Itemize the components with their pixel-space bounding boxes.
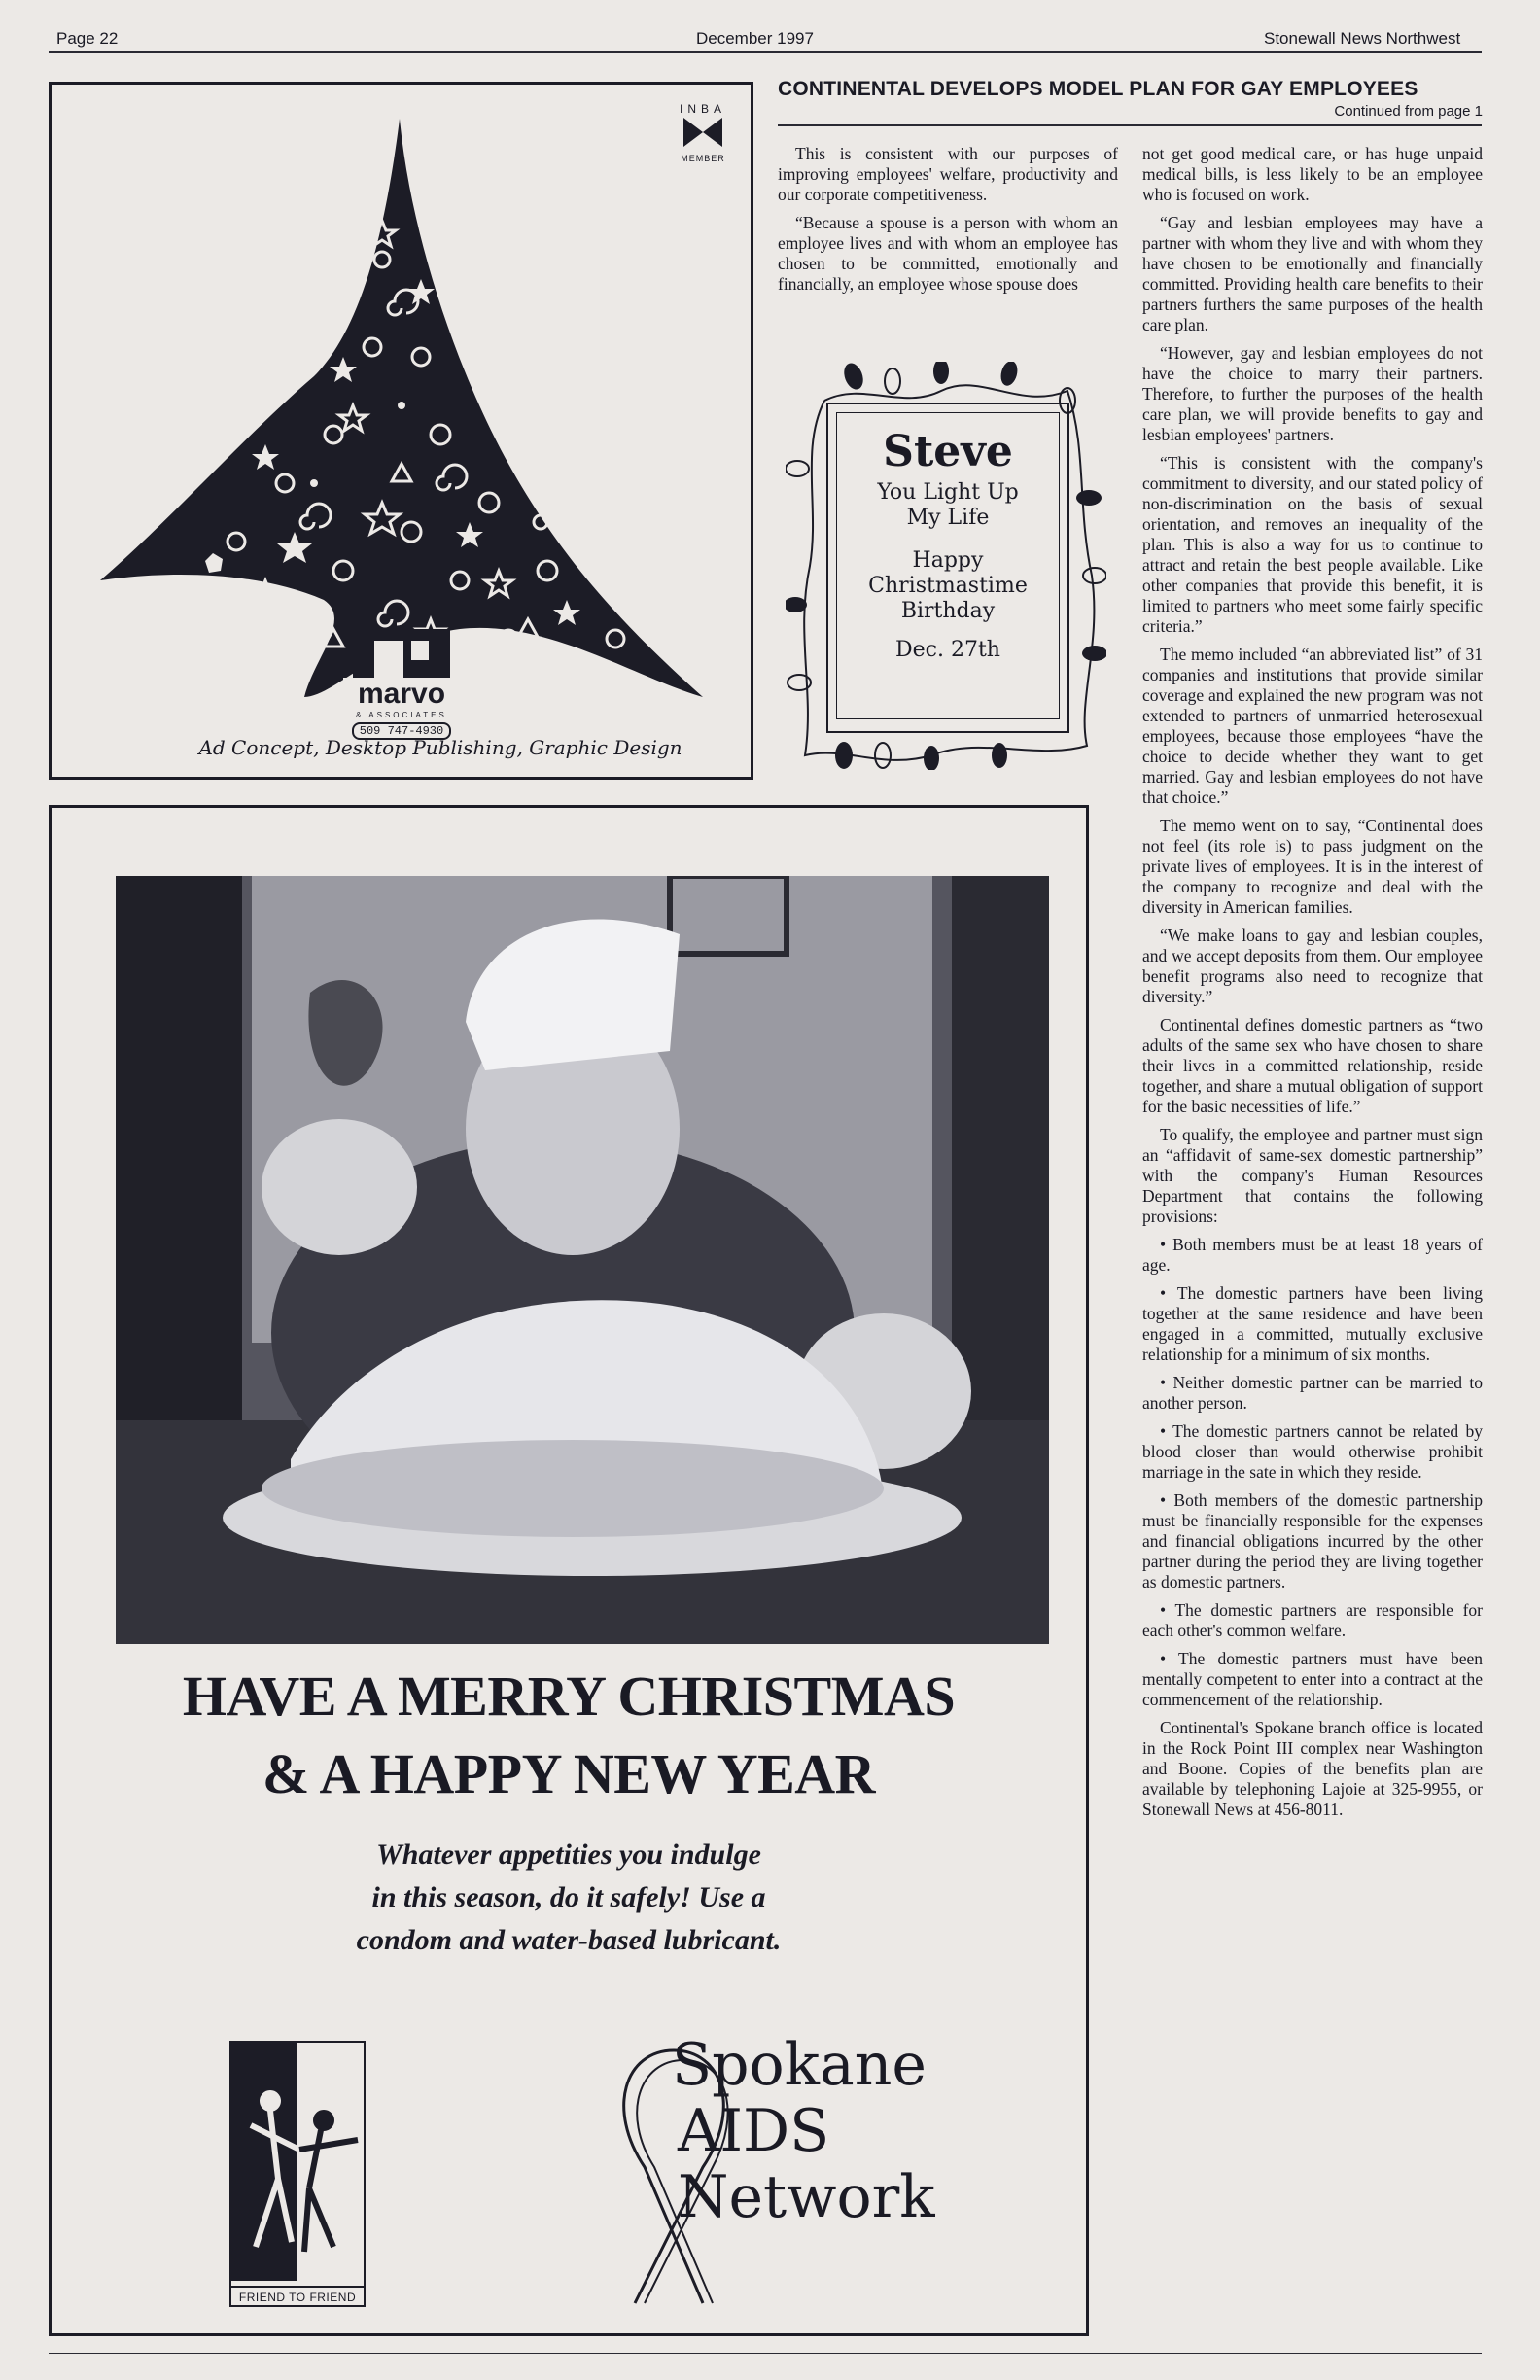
chef-photo [116,876,1049,1644]
dancing-figures-icon [231,2043,364,2281]
marvo-logo: marvo & ASSOCIATES 509 747-4930 [343,629,460,739]
article-headline: CONTINENTAL DEVELOPS MODEL PLAN FOR GAY EMPLOYEES [778,78,1418,100]
page-number: Page 22 [56,29,119,48]
article-column-2: not get good medical care, or has huge unpaid medical bills, is less likely to be an employee who is focused on work. “Gay and lesbian employees may have a partner with whom they live and with whom they have chosen to be emotionally and financially committed. Providing health care benefits to their partners furthers the same purposes of the health care plan. “However, gay and lesbian employees do not have the choice to marry their partners. Therefore, to further the purposes of the health care plan, we will provide benefits to gay and lesbian employees' partners. “This is consistent with the company's commitment to diversity, and our stated policy of non-discrimination on the basis of sexual orientation, and removes an inequality of the plan. This is also a way for us to continue to attract and retain the best people available. Like other companies that provide this benefit, it is limited to partners who meet some fairly specific criteria.” The memo included “an abbreviated list” of 31 companies and institutions that provide similar coverage and explained the new program was not extended to partners of unmarried heterosexual employees, because those employees “have the choice to decide whether they want to get married. Gay and lesbian employees do not have that choice.” The memo went on to say, “Continental does not feel (its role is) to pass judgment on the private lives of employees. It is in the interest of the company to recognize and deal with the diversity in American families. “We make loans to gay and lesbian couples, and we accept deposits from them. Our employee benefit programs also need to recognize that diversity.” Continental defines domestic partners as “two adults of the same sex who have chosen to share their lives in a committed relationship, reside together, and share a mutual obligation of support for the basic necessities of life.” To qualify, the employee and partner must sign an “affidavit of same-sex domestic partnership” with the company's Human Resources Department that contains the following provisions: • Both members must be at least 18 years of age. • The domestic partners have been living together at the same residence and have been engaged in a committed, mutually exclusive relationship for a minimum of six months. • Neither domestic partner can be married to another person. • The domestic partners cannot be related by blood closer than would otherwise prohibit marriage in the sate in which they reside. • Both members of the domestic partnership must be financially responsible for the expenses and financial obligations incurred by the other partner during the period they are living together as domestic partners. • The domestic partners are responsible for each other's common welfare. • The domestic partners must have been mentally competent to enter into a contract at the commencement of the relationship. Continental's Spokane branch office is located in the Rock Point III complex near Washington and Boone. Copies of the benefits plan are available by telephoning Lajoie at 325-9955, or Stonewall News at 456-8011. [1142,144,1483,1819]
inba-badge: INBA MEMBER [674,102,732,163]
christmas-tree-illustration [90,114,732,707]
article-column-1: This is consistent with our purposes of improving employees' welfare, productivity and our corporate competitiveness. “Because a spouse is a person with whom an employee lives and with whom an employee has chosen to be committed, emotionally and financially, an employee whose spouse does [778,144,1118,294]
holiday-subtext: Whatever appetities you indulge in this season, do it safely! Use a condom and water-based lubricant. [356,1838,782,1956]
continued-note: Continued from page 1 [1334,103,1483,120]
holiday-ad [49,805,1089,2336]
steve-inner-frame: Steve You Light Up My Life Happy Christmastime Birthday Dec. 27th [836,412,1060,719]
marvo-phone: 509 747-4930 [352,722,451,740]
marvo-mark-icon [353,629,450,678]
steve-frame [826,402,1069,733]
holiday-headline-1: HAVE A MERRY CHRISTMAS [182,1664,956,1728]
footer-rule [49,2353,1482,2354]
header-rule [49,51,1482,52]
issue-date: December 1997 [696,29,814,48]
publication-name: Stonewall News Northwest [1264,29,1461,48]
spokane-aids-network-logo: Spokane AIDS Network [596,2031,985,2313]
steve-ad [786,362,1106,770]
steve-name: Steve [883,427,1013,476]
holiday-headline-2: & A HAPPY NEW YEAR [262,1742,876,1805]
headline-rule [778,124,1482,126]
friend-to-friend-logo: FRIEND TO FRIEND [229,2041,366,2307]
tree-ad-tagline: Ad Concept, Desktop Publishing, Graphic Design [198,736,682,759]
tree-ad [49,82,753,780]
